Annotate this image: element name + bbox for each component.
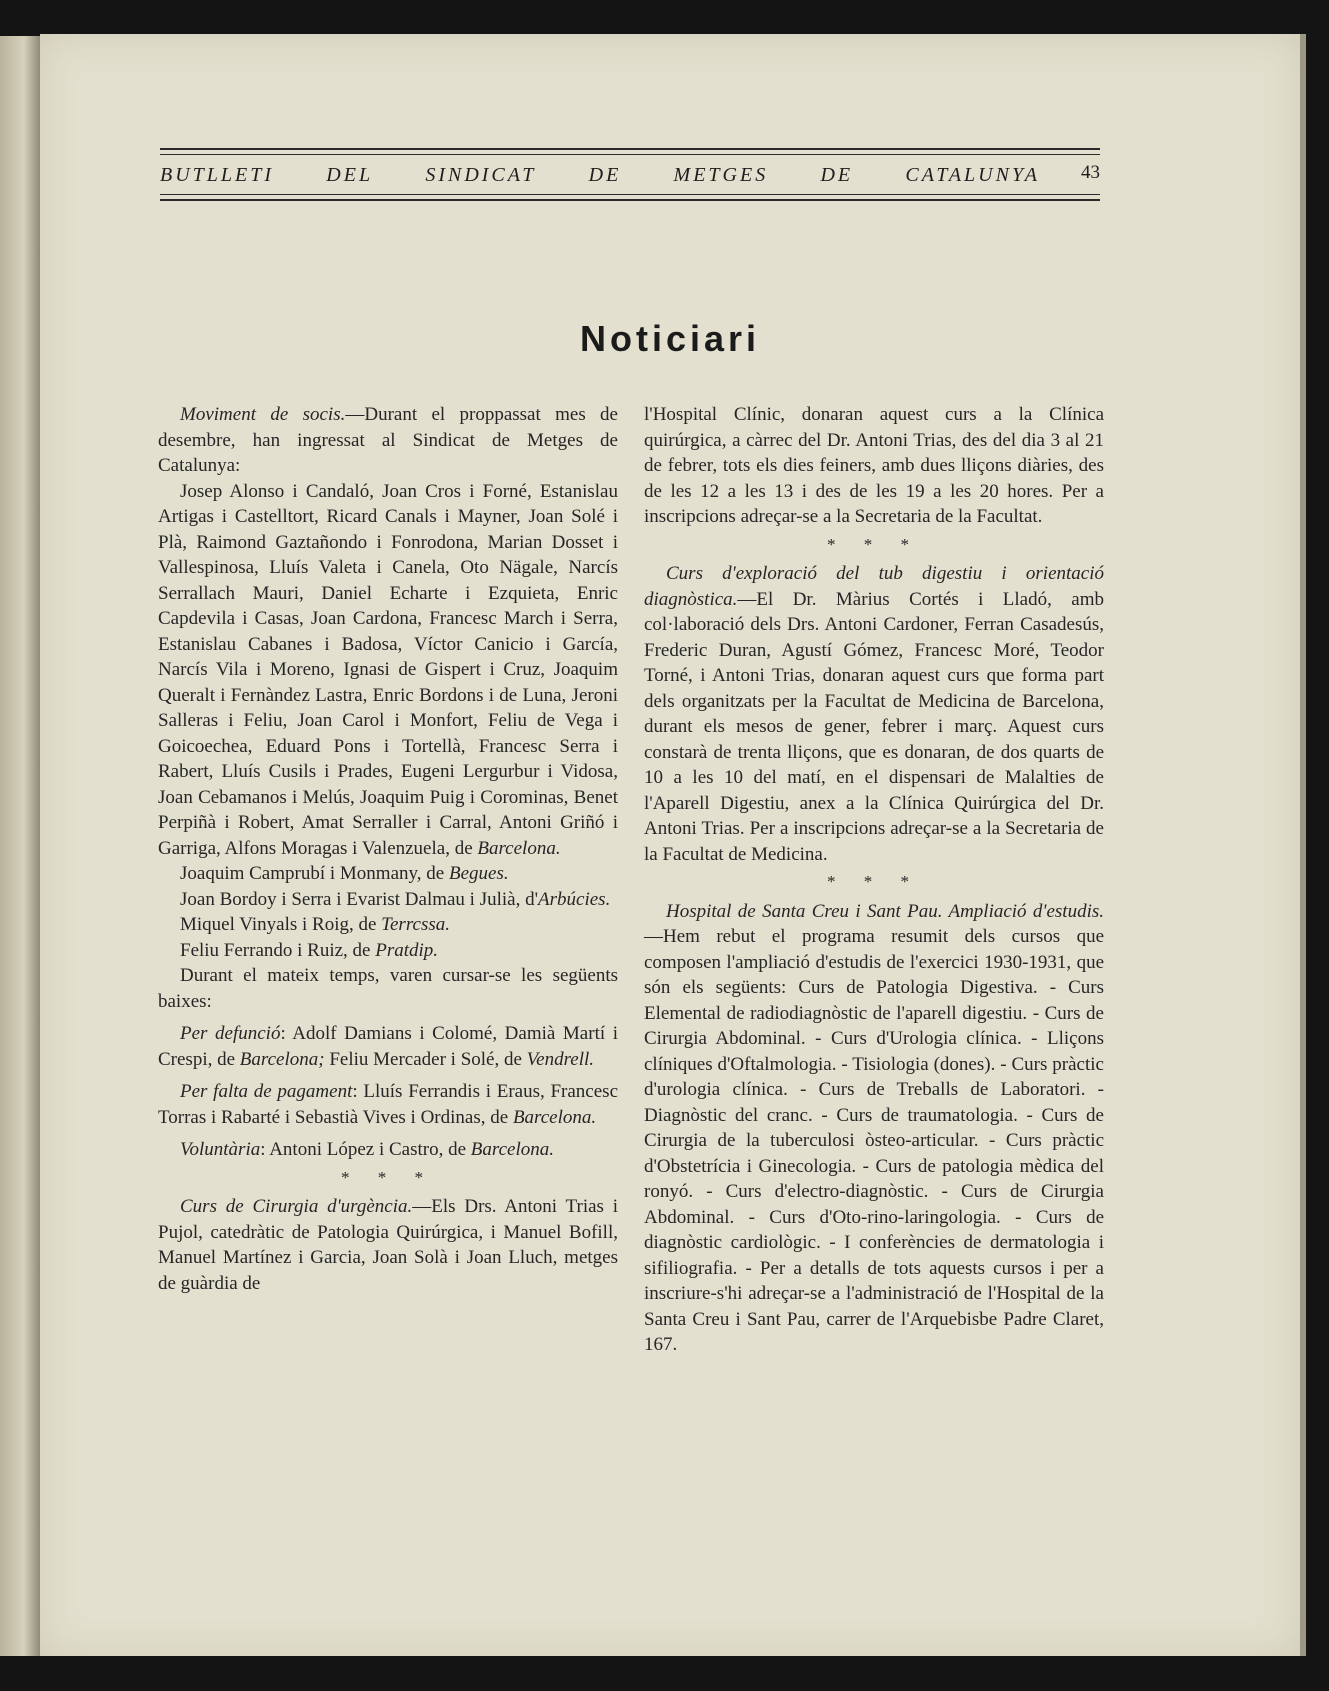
header-rule-bottom-1 [160, 194, 1100, 195]
place-name: Barcelona; [239, 1048, 325, 1070]
paragraph-voluntaria [158, 1137, 618, 1163]
paragraph-curs-tub-digestiu [644, 561, 1104, 867]
place-name: Barcelona. [470, 1139, 554, 1160]
paragraph-title: Per defunció [180, 1023, 281, 1044]
paragraph-text: : Adolf Damians i Colomé, Damià Martí i Crespi, de [158, 1023, 618, 1070]
paragraph-text: Feliu Ferrando i Ruiz, de [180, 939, 376, 961]
header-word: METGES [673, 163, 769, 186]
page-number: 43 [1081, 162, 1100, 183]
place-name: Barcelona. [512, 1106, 597, 1128]
place-name: Pratdip. [375, 939, 439, 961]
header-rule-bottom-2 [160, 199, 1100, 201]
section-separator: * * * [827, 872, 921, 891]
place-name: Terrcssa. [381, 914, 450, 935]
header-word: CATALUNYA [905, 163, 1040, 186]
paragraph-text: —El Dr. Màrius Cortés i Lladó, amb col·laboració dels Drs. Antoni Cardoner, Ferran Casadesús, Frederic Duran, Agustí Gómez, Francesc Moré, Teodor Torné, i Antoni Trias, donaran aquest curs que forma part dels organitzats per la Facultat de Medicina de Barcelona, durant els mesos de gener, febrer i març. Aquest curs constarà de trenta lliçons, que es donaran, de dos quarts de 10 a les 10 del matí, en el dispensari de Malalties de l'Aparell Digestiu, anex a la Clínica Quirúrgica del Dr. Antoni Trias. Per a inscripcions adreçar-se a la Secretaria de la Facultat de Medicina. [644, 588, 1104, 865]
running-header [160, 160, 1100, 190]
paragraph-text: —Durant el proppassat mes de desembre, han ingressat al Sindicat de Metges de Catalunya: [158, 404, 618, 476]
paragraph-baixes: Durant el mateix temps, varen cursar-se les següents baixes: [158, 965, 618, 1012]
paragraph-title: Voluntària [180, 1139, 261, 1160]
paragraph-new-members [158, 479, 618, 862]
section-separator: * * * [827, 534, 921, 554]
right-column [644, 402, 1104, 1358]
paragraph-per-defuncio [158, 1021, 618, 1072]
header-word: BUTLLETI [160, 163, 275, 186]
paragraph-title: Curs de Cirurgia d'urgència. [180, 1196, 413, 1217]
paragraph-text: —Hem rebut el programa resumit dels cursos que composen l'ampliació d'estudis de l'exercici 1930-1931, que són els següents: Curs de Patologia Digestiva. - Curs Elemental de radiodiagnòstic de l'aparell digestiu. - Curs de Cirurgia Abdominal. - Curs d'Urologia clínica. - Lliçons clíniques d'Oftalmologia. - Tisiologia (dones). - Curs pràctic d'urologia clínica. - Curs de Treballs de Laboratori. - Diagnòstic del cranc. - Curs de traumatologia. - Curs de Cirurgia de la tuberculosi òsteo-articular. - Curs pràctic d'Obstetrícia i Ginecologia. - Curs de patologia mèdica del ronyó. - Curs d'electro-diagnòstic. - Curs de Cirurgia Abdominal. - Curs d'Oto-rino-laringologia. - Curs de diagnòstic cardiològic. - I conferències de dermatologia i sifiliografia. - Per a detalls de tots aquests cursos i per a inscriure-s'hi adreçar-se a l'administració de l'Hospital de la Santa Creu i Sant Pau, carrer de l'Arquebisbe Padre Claret, 167. [644, 926, 1104, 1355]
section-separator: * * * [341, 1167, 435, 1187]
paragraph-terrassa [158, 912, 618, 938]
header-word: DEL [326, 163, 374, 186]
place-name: Vendrell. [526, 1048, 595, 1070]
paragraph-title: Curs d'exploració del tub digestiu i orientació diagnòstica. [644, 563, 1104, 610]
header-rule-top-1 [160, 148, 1100, 150]
paragraph-title: Hospital de Santa Creu i Sant Pau. Ampliació d'estudis. [666, 900, 1104, 922]
paragraph-curs-cirurgia-urgencia [158, 1194, 618, 1296]
paragraph-text: : Lluís Ferrandis i Eraus, Francesc Torras i Rabarté i Sebastià Vives i Ordinas, de [158, 1081, 619, 1128]
page-edge-shadow [1300, 34, 1306, 1656]
paragraph-text: : Antoni López i Castro, de [260, 1139, 471, 1160]
paragraph-text: Feliu Mercader i Solé, de [324, 1048, 527, 1070]
paragraph-text: —Els Drs. Antoni Trias i Pujol, catedràtic de Patologia Quirúrgica, i Manuel Bofill, Manuel Martínez i Garcia, Joan Solà i Joan Lluch, metges de guàrdia de [158, 1196, 619, 1294]
journal-title [160, 160, 1040, 190]
paragraph-text: Joan Bordoy i Serra i Evarist Dalmau i Julià, d' [180, 888, 539, 910]
place-name: Arbúcies. [538, 888, 611, 910]
previous-page-edge [0, 36, 40, 1656]
paragraph-hospital-sant-pau [644, 899, 1104, 1358]
paragraph-text: Joaquim Camprubí i Monmany, de [180, 863, 449, 884]
paragraph-text: Josep Alonso i Candaló, Joan Cros i Forné, Estanislau Artigas i Castelltort, Ricard Canals i Mayner, Joan Solé i Plà, Raimond Gaztañondo i Fonrodona, Marian Dosset i Vallespinosa, Lluís Valeta i Canela, Oto Nägale, Narcís Serrallach Mauri, Daniel Echarte i Ezquieta, Enric Capdevila i Casas, Joan Cardona, Francesc March i Serra, Estanislau Cabanes i Badosa, Víctor Canicio i García, Narcís Vila i Moreno, Ignasi de Gispert i Cruz, Joaquim Queralt i Fernàndez Lastra, Enric Bordons i de Luna, Jeroni Salleras i Feliu, Joan Carol i Monfort, Feliu de Vega i Goicoechea, Eduard Pons i Tortellà, Francesc Serra i Rabert, Lluís Cusils i Prades, Eugeni Lergurbur i Vidosa, Joan Cebamanos i Melús, Joaquim Puig i Corominas, Benet Perpiñà i Robert, Amat Serraller i Carral, Antoni Griñó i Garriga, Alfons Moragas i Valenzuela, de [158, 480, 618, 859]
paragraph-arbucies [158, 887, 618, 913]
paragraph-begues [158, 861, 618, 887]
paragraph-moviment-socis [158, 402, 618, 479]
section-title: Noticiari [579, 318, 761, 359]
paragraph-title: Per falta de pagament [180, 1081, 353, 1102]
paragraph-falta-pagament [158, 1079, 618, 1130]
left-column [158, 402, 618, 1296]
place-name: Begues. [448, 863, 509, 884]
header-rule-top-2 [160, 154, 1100, 155]
paragraph-pratdip [158, 938, 618, 964]
header-word: DE [588, 163, 622, 186]
paragraph-continuation: l'Hospital Clínic, donaran aquest curs a la Clínica quirúrgica, a càrrec del Dr. Antoni Trias, des del dia 3 al 21 de febrer, tots els dies feiners, amb dues lliçons diàries, des de les 12 a les 13 i des de les 19 a les 20 hores. Per a inscripcions adreçar-se a la Secretaria de la Facultat. [644, 404, 1104, 527]
paragraph-text: Miquel Vinyals i Roig, de [180, 914, 382, 935]
place-name: Barcelona. [477, 837, 561, 859]
header-word: SINDICAT [425, 163, 537, 186]
header-word: DE [820, 163, 854, 186]
paragraph-title: Moviment de socis. [180, 404, 346, 425]
